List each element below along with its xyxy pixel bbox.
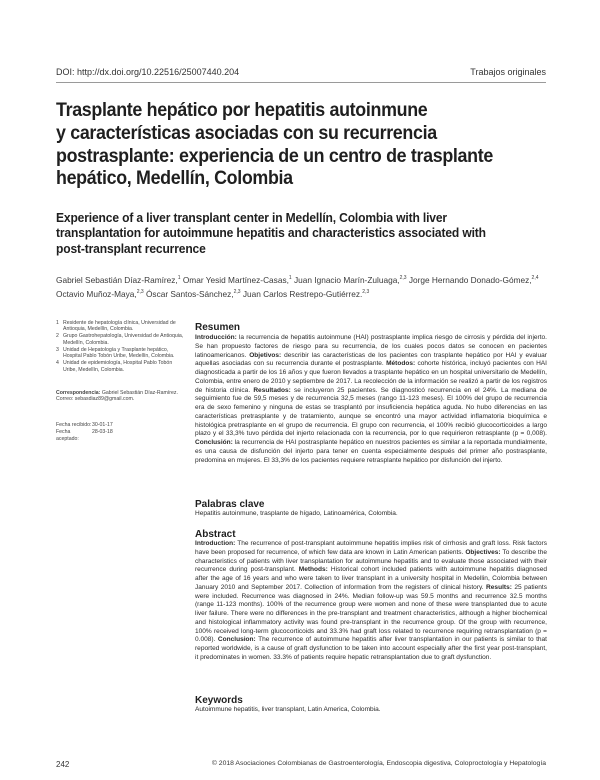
correspondence: [56, 390, 186, 403]
author-line: [56, 274, 556, 288]
section-label: Trabajos originales: [470, 67, 546, 77]
author-affil-ref: 1: [177, 275, 181, 282]
accepted-date-row: [56, 429, 186, 443]
received-date: 30-01-17: [92, 422, 113, 428]
author: Juan Ignacio Marín-Zuluaga,: [291, 275, 400, 285]
results-label: Results:: [483, 583, 512, 591]
doi-link[interactable]: DOI: http://dx.doi.org/10.22516/25007440.204: [56, 67, 240, 77]
title-line: y características asociadas con su recurrencia: [56, 122, 437, 144]
author-line: [56, 288, 556, 302]
author-affil-ref: 2,3: [136, 288, 144, 295]
affiliation-number: 4: [56, 360, 59, 367]
palabras-clave-heading: Palabras clave: [195, 499, 265, 510]
conclusion-label: Conclusión:: [195, 439, 233, 446]
affiliation-number: 2: [56, 333, 59, 340]
title-line: Trasplante hepático por hepatitis autoinmune: [56, 100, 428, 121]
affiliation-number: 1: [56, 320, 59, 326]
objectives-label: Objectives:: [463, 548, 501, 556]
author: Óscar Santos-Sánchez,: [143, 288, 234, 299]
intro-text: la recurrencia de hepatitis autoinmune (HAI) postrasplante implica riesgo de cirrosis y pérdida del injerto. Se han propuesto factores de riesgo para su recurrencia, de los cuales pocos datos se conocen en pacientes latinoamericanos.: [195, 334, 547, 359]
author-affil-ref: 2,3: [233, 288, 241, 295]
author: Octavio Muñoz-Maya,: [56, 288, 137, 299]
resumen-text: [195, 334, 547, 465]
methods-label: Methods:: [295, 566, 328, 574]
author-affil-ref: 2,3: [362, 288, 370, 295]
title-line: hepático, Medellín, Colombia: [56, 168, 293, 190]
keywords-text: Autoimmune hepatitis, liver transplant, Latin America, Colombia.: [195, 706, 381, 713]
affiliation-text: Unidad de epidemiología, Hospital Pablo Tobón Uribe, Medellín, Colombia.: [63, 360, 173, 373]
abstract-text: [195, 540, 547, 663]
palabras-clave-text: Hepatitis autoinmune, trasplante de hígado, Latinoamérica, Colombia.: [195, 510, 398, 517]
title-line: postrasplante: experiencia de un centro de trasplante: [56, 145, 493, 167]
author-list: [56, 274, 556, 301]
affiliation-text: Grupo Gastrohepatología, Universidad de Antioquia, Medellín, Colombia.: [63, 333, 184, 346]
methods-text: cohorte histórica, incluyó pacientes con HAI diagnosticada a partir de los 16 años y que fueron llevados a trasplante hepático en un hospital universitario de Medellín, Colombia, entre enero de 2010 y septiembre de 2017. La recolección de la información se realizó a partir de los registros de historia clínica.: [195, 360, 547, 394]
accepted-date: 28-03-18: [92, 429, 113, 435]
methods-label: Métodos:: [383, 360, 416, 368]
subtitle-line: post-transplant recurrence: [56, 241, 206, 256]
affiliation-item: [56, 333, 186, 346]
affiliation-text: Residente de hepatología clínica, Universidad de Antioquia, Medellín, Colombia.: [63, 320, 176, 333]
methods-text: Historical cohort included patients with autoimmune hepatitis diagnosed after the age of 16 years and who were taken to liver transplant in a university hospital in Medellin, Colombia between January 2010 and September 2017. Collection of information from the registers of clinical history.: [195, 566, 547, 591]
objectives-text: describir las características de los pacientes con trasplante hepático por HAI y evaluar aquellas asociadas con su recurrencia durante el postrasplante.: [195, 351, 547, 368]
intro-label: Introducción:: [195, 334, 237, 341]
author: Juan Carlos Restrepo-Gutiérrez.: [240, 288, 363, 299]
subtitle-line: transplantation for autoimmune hepatitis and characteristics associated with: [56, 226, 486, 241]
author-affil-ref: 2,3: [399, 275, 407, 282]
article-title: [56, 100, 516, 191]
copyright-notice: © 2018 Asociaciones Colombianas de Gastroenterología, Endoscopia digestiva, Coloproctología y Hepatología: [211, 760, 546, 767]
affiliation-text: Unidad de Hepatología y Trasplante hepático, Hospital Pablo Tobón Uribe, Medellín, Colombia.: [63, 346, 175, 360]
author-affil-ref: 1: [288, 275, 292, 282]
results-text: se incluyeron 25 pacientes. Se diagnosticó recurrencia en el 24%. La mediana de seguimiento fue de 59,5 meses y de recurrencia 32,5 meses (rango 11-123 meses). El 100% del grupo de recurrencia era de sexo femenino y ninguna de estas se trasplantó por insuficiencia hepática aguda. No hubo diferencias en las características pretrasplante y de tratamiento, aunque se encontró una mayor actividad inflamatoria bioquímica e histológica pretrasplante en el grupo de recurrencia. El grupo con recurrencia, el 100% recibió glucocorticoides a largo plazo y el 33,3% tuvo pérdida del injerto relacionada con la recurrencia, por lo que requirieron retrasplante (p = 0,008).: [195, 386, 547, 438]
correspondence-label: Correspondencia:: [56, 390, 101, 396]
author: Jorge Hernando Donado-Gómez,: [406, 275, 532, 285]
affiliation-number: 3: [56, 346, 59, 353]
author-affil-ref: 2,4: [531, 275, 539, 282]
article-dates: [56, 422, 186, 443]
affiliation-item: [56, 320, 186, 333]
intro-label: Introduction:: [195, 540, 236, 547]
objectives-label: Objetivos:: [246, 351, 282, 359]
conclusion-text: The recurrence of autoimmune hepatitis after liver transplantation in our patients is similar to that reported worldwide, is a cause of graft dysfunction to be taken into account especially after the first year post-transplant, it predominates in women. 33.3% of patients require hepatic retransplantation due to graft dysfunction.: [195, 636, 547, 661]
objectives-text: To describe the characteristics of patients with liver transplantation for autoimmune hepatitis and to evaluate those associated with their recurrence during post-transplant.: [195, 548, 547, 574]
header-divider: [56, 82, 546, 83]
intro-text: The recurrence of post-transplant autoimmune hepatitis implies risk of cirrhosis and graft loss. Risk factors have been proposed for recurrence, of which few data are known in Latin American patients.: [195, 540, 547, 556]
subtitle-line: Experience of a liver transplant center in Medellín, Colombia with liver: [56, 211, 447, 225]
page-number: 242: [56, 760, 70, 769]
results-label: Resultados:: [250, 386, 291, 394]
affiliations: [56, 320, 186, 374]
correspondence-text: Gabriel Sebastián Díaz-Ramírez. Correo: sebasdiaz89@gmail.com.: [56, 390, 178, 403]
affiliation-item: [56, 360, 186, 373]
results-text: 25 patients were included. Recurrence was diagnosed in 24%. Median follow-up was 59.5 months and recurrence 32.5 months (range 11-123 months). 100% of the recurrence group were women and none of these were transplanted due to acute liver failure. There were no differences in the pre-transplant and treatment characteristics, although a higher biochemical and histological inflammatory activity was found pre-transplant in the recurrence group. Of the group with recurrence, 100% received long-term glucocorticoids and 33.3% had graft loss related to recurrence requiring retransplantation (p = 0.008).: [195, 583, 547, 644]
accepted-label: Fecha aceptado:: [56, 429, 79, 442]
affiliation-item: [56, 347, 186, 360]
author: Gabriel Sebastián Díaz-Ramírez,: [56, 275, 178, 285]
conclusion-text: la recurrencia de HAI postrasplante hepático en nuestros pacientes es similar a la reportada mundialmente, es una causa de disfunción del injerto para tener en cuenta especialmente después del primer año postrasplante, predomina en mujeres. El 33,3% de los pacientes requiere retrasplante hepático por disfunción del injerto.: [195, 439, 547, 464]
author: Omar Yesid Martínez-Casas,: [180, 275, 289, 285]
received-label: Fecha recibido:: [56, 422, 92, 428]
received-date-row: [56, 422, 186, 429]
resumen-heading: Resumen: [195, 322, 241, 333]
keywords-heading: Keywords: [195, 695, 243, 706]
article-english-title: [56, 211, 526, 257]
abstract-heading: Abstract: [195, 529, 236, 540]
conclusion-label: Conclusion:: [215, 636, 256, 644]
